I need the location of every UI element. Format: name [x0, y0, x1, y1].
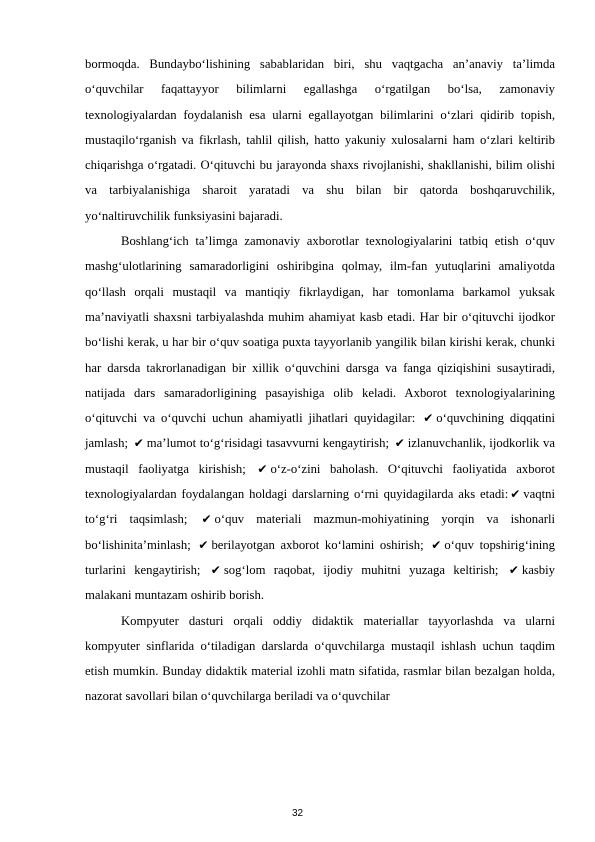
check-mark-icon: ✔: [423, 411, 434, 426]
check-mark-icon: ✔: [198, 537, 209, 552]
check-mark-icon: ✔: [508, 562, 519, 577]
page-number: 32: [291, 808, 304, 819]
check-mark-icon: ✔: [257, 461, 268, 476]
check-mark-icon: ✔: [510, 487, 521, 502]
paragraph-1: bormoqda. Bundaybo‘lishining sabablaridan biri, shu vaqtgacha an’anaviy ta’limda o‘quvchilar faqattayyor bilimlarni egallashga o‘rgatilgan bo‘lsa, zamonaviy texnologiyalardan foydalanish esa ularni egallayotgan bilimlarini o‘zlari qidirib topish, mustaqilo‘rganish va fikrlash, tahlil qilish, hatto yakuniy xulosalarni ham o‘zlari keltirib chiqarishga o‘rgatadi. O‘qituvchi bu jarayonda shaxs rivojlanishi, shakllanishi, bilim olishi va tarbiyalanishiga sharoit yaratadi va shu bilan bir qatorda boshqaruvchilik, yo‘naltiruvchilik funksiyasini bajaradi.: [85, 57, 555, 223]
paragraph-2-lead: Boshlang‘ich ta’limga zamonaviy axborotlar texnologiyalarini tatbiq etish o‘quv mashg‘ulotlarining samaradorligini oshiribgina qolmay, ilm-fan yutuqlarini amaliyotda qo‘llash orqali mustaqil va mantiqiy fikrlaydigan, har tomonlama barkamol yuksak ma’naviyatli shaxsni tarbiyalashda muhim ahamiyat kasb etadi. Har bir o‘qituvchi ijodkor bo‘lishi kerak, u har bir o‘quv soatiga puxta tayyorlanib yangilik bilan kirishi kerak, chunki har darsda takrorlanadigan bir xillik o‘quvchini darsga va fanga qiziqishini susaytiradi, natijada dars samaradorligining pasayishiga olib keladi. Axborot texnologiyalarining o‘qituvchi va o‘quvchi uchun ahamiyatli jihatlari quyidagilar:: [85, 234, 555, 426]
benefit-item: ma’lumot to‘g‘risidagi tasavvurni kengaytirish;: [146, 436, 389, 451]
check-mark-icon: ✔: [394, 436, 405, 451]
benefit-item: o‘z-o‘zini baholash.: [270, 461, 379, 476]
check-mark-icon: ✔: [133, 436, 144, 451]
check-mark-icon: ✔: [210, 562, 221, 577]
role-item: vaqtni to‘g‘ri taqsimlash;: [85, 487, 555, 527]
check-mark-icon: ✔: [201, 512, 212, 527]
role-item: kasbiy malakani muntazam oshirib borish.: [85, 562, 556, 603]
check-mark-icon: ✔: [431, 537, 442, 552]
benefit-item: izlanuvchanlik, ijodkorlik va mustaqil faoliyatga kirishish;: [85, 436, 556, 476]
paragraph-3: Kompyuter dasturi orqali oddiy didaktik materiallar tayyorlashda va ularni kompyuter sinflarida o‘tiladigan darslarda o‘quvchilarga mustaqil ishlash uchun taqdim etish mumkin. Bunday didaktik material izohli matn sifatida, rasmlar bilan bezalgan holda, nazorat savollari bilan o‘quvchilarga beriladi va o‘quvchilar: [85, 613, 555, 704]
role-item: o‘quv materiali mazmun-mohiyatining yorqin va ishonarli bo‘lishinita’minlash;: [85, 512, 555, 552]
benefit-item: o‘quvchining diqqatini jamlash;: [85, 411, 555, 451]
paragraph-2-mid: O‘qituvchi faoliyatida axborot texnologiyalardan foydalangan holdagi darslarning o‘rni quyidagilarda aks etadi:: [85, 461, 556, 502]
paragraph-2: [85, 229, 555, 608]
role-item: sog‘lom raqobat, ijodiy muhitni yuzaga keltirish;: [223, 562, 499, 577]
role-item: o‘quv topshirig‘ining turlarini kengaytirish;: [85, 537, 555, 577]
role-item: berilayotgan axborot ko‘lamini oshirish;: [211, 537, 424, 552]
document-page: [85, 52, 555, 710]
